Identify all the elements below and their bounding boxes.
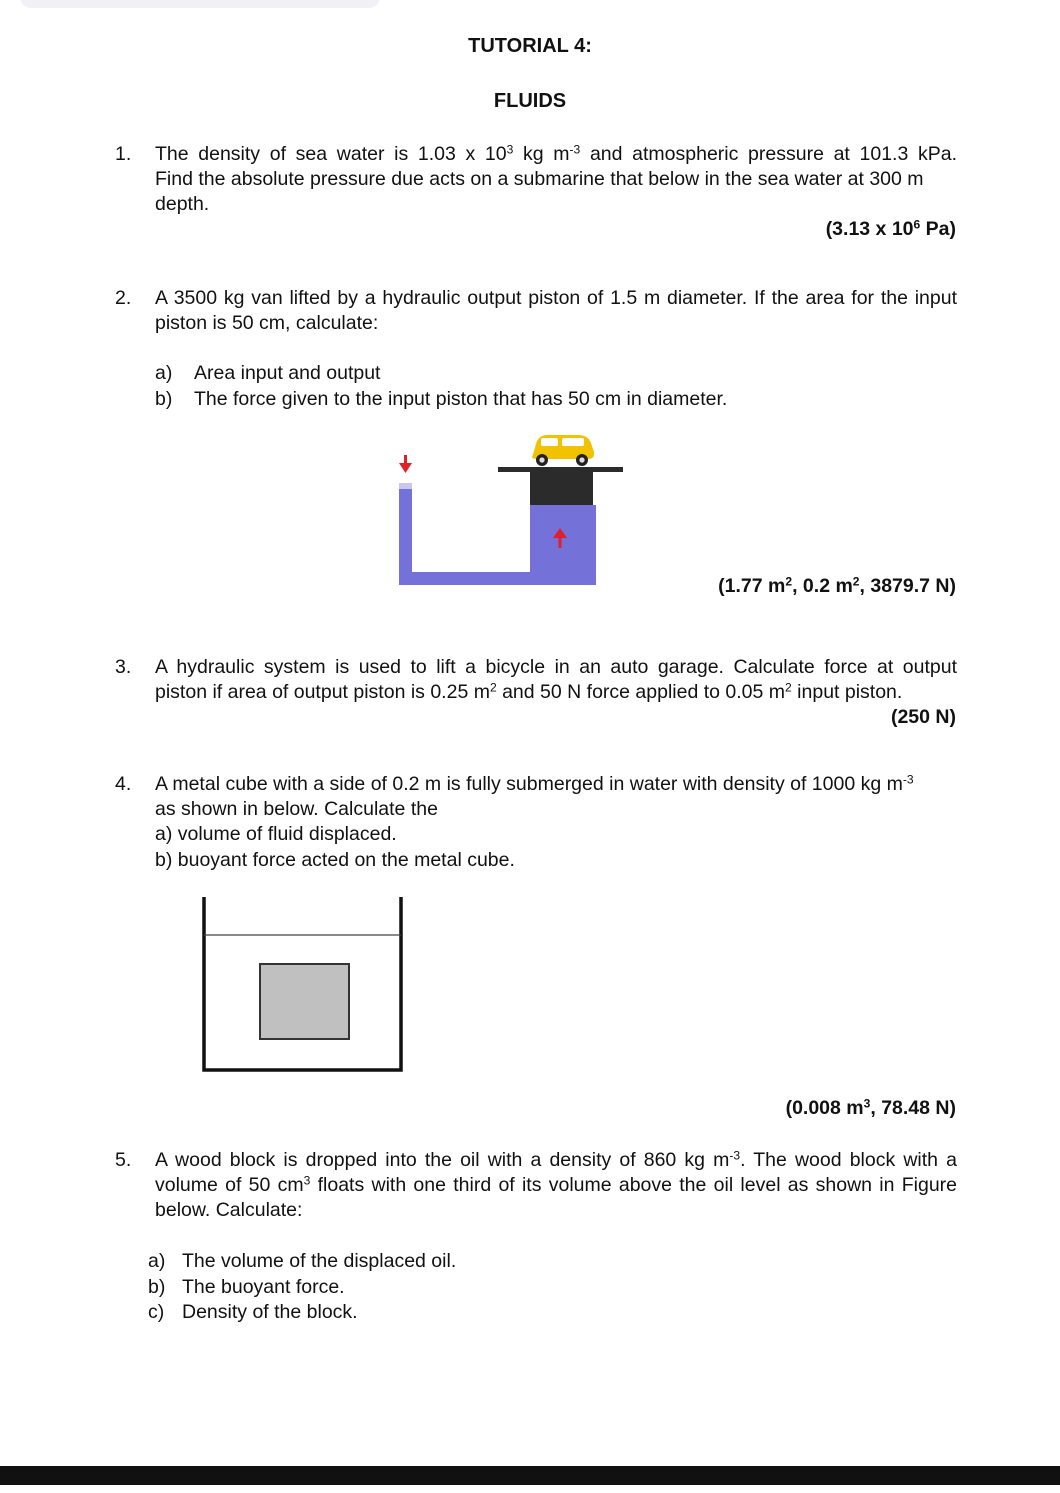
question-1-answer: (3.13 x $10^6$ Pa)	[825, 217, 956, 240]
question-4-part-a: a) volume of fluid displaced.	[155, 823, 397, 845]
question-5-part-c: c) Density of the block.	[148, 1301, 358, 1323]
question-2-number: 2.	[115, 287, 132, 309]
question-3-line-1: A hydraulic system is used to lift a bicycle in an auto garage. Calculate force at output	[155, 656, 957, 678]
metal-cube	[260, 964, 349, 1039]
submerged-cube-diagram	[196, 893, 410, 1077]
question-4-answer: (0.008 $m^3$, 78.48 N)	[785, 1096, 956, 1119]
question-5-line-3: below. Calculate:	[155, 1199, 303, 1221]
question-3-answer: (250 N)	[890, 706, 956, 728]
bottom-strip	[0, 1485, 1060, 1493]
question-4-part-b: b) buoyant force acted on the metal cube.	[155, 849, 515, 871]
question-4-line-1: A metal cube with a side of 0.2 m is fully submerged in water with density of 1000 kg $m^{-3}$	[155, 772, 914, 795]
output-piston	[530, 470, 593, 505]
question-1-line-1: The density of sea water is 1.03 x $10^3$ kg $m^{-3}$ and atmospheric pressure at 101.3 kPa.	[155, 142, 957, 165]
bottom-bar	[0, 1466, 1060, 1485]
question-2-part-a: a) Area input and output	[155, 362, 381, 384]
question-1-line-2: Find the absolute pressure due acts on a submarine that below in the sea water at 300 m	[155, 168, 924, 190]
question-5-line-2: volume of 50 $cm^3$ floats with one third of its volume above the oil level as shown in Figure	[155, 1173, 958, 1196]
top-scroll-bar	[20, 0, 380, 8]
car-icon	[532, 435, 594, 466]
question-2-part-b: b) The force given to the input piston that has 50 cm in diameter.	[155, 388, 728, 410]
question-5-part-b: b) The buoyant force.	[148, 1276, 345, 1298]
question-5-number: 5.	[115, 1149, 132, 1171]
question-4-line-2: as shown in below. Calculate the	[155, 798, 438, 820]
question-2-answer: (1.77 $m^2$, 0.2 $m^2$, 3879.7 N)	[718, 574, 956, 597]
page-subtitle: FLUIDS	[493, 90, 567, 112]
lift-platform	[498, 467, 623, 472]
question-2-line-1: A 3500 kg van lifted by a hydraulic output piston of 1.5 m diameter. If the area for the input	[155, 287, 957, 309]
question-5-line-1: A wood block is dropped into the oil with a density of 860 kg $m^{-3}$. The wood block with a	[155, 1148, 957, 1171]
question-4-number: 4.	[115, 773, 132, 795]
question-2-line-2: piston is 50 cm, calculate:	[155, 312, 379, 334]
question-1-line-3: depth.	[155, 193, 210, 215]
question-1-number: 1.	[115, 143, 132, 165]
page-title: TUTORIAL 4:	[468, 35, 592, 57]
question-3-line-2: piston if area of output piston is 0.25 $m^2$ and 50 N force applied to 0.05 $m^2$ input piston.	[155, 680, 903, 703]
hydraulic-lift-diagram	[390, 425, 630, 590]
input-force-arrow-icon	[399, 455, 412, 473]
question-3-number: 3.	[115, 656, 132, 678]
input-piston-top	[399, 483, 412, 489]
question-5-part-a: a) The volume of the displaced oil.	[148, 1250, 457, 1272]
